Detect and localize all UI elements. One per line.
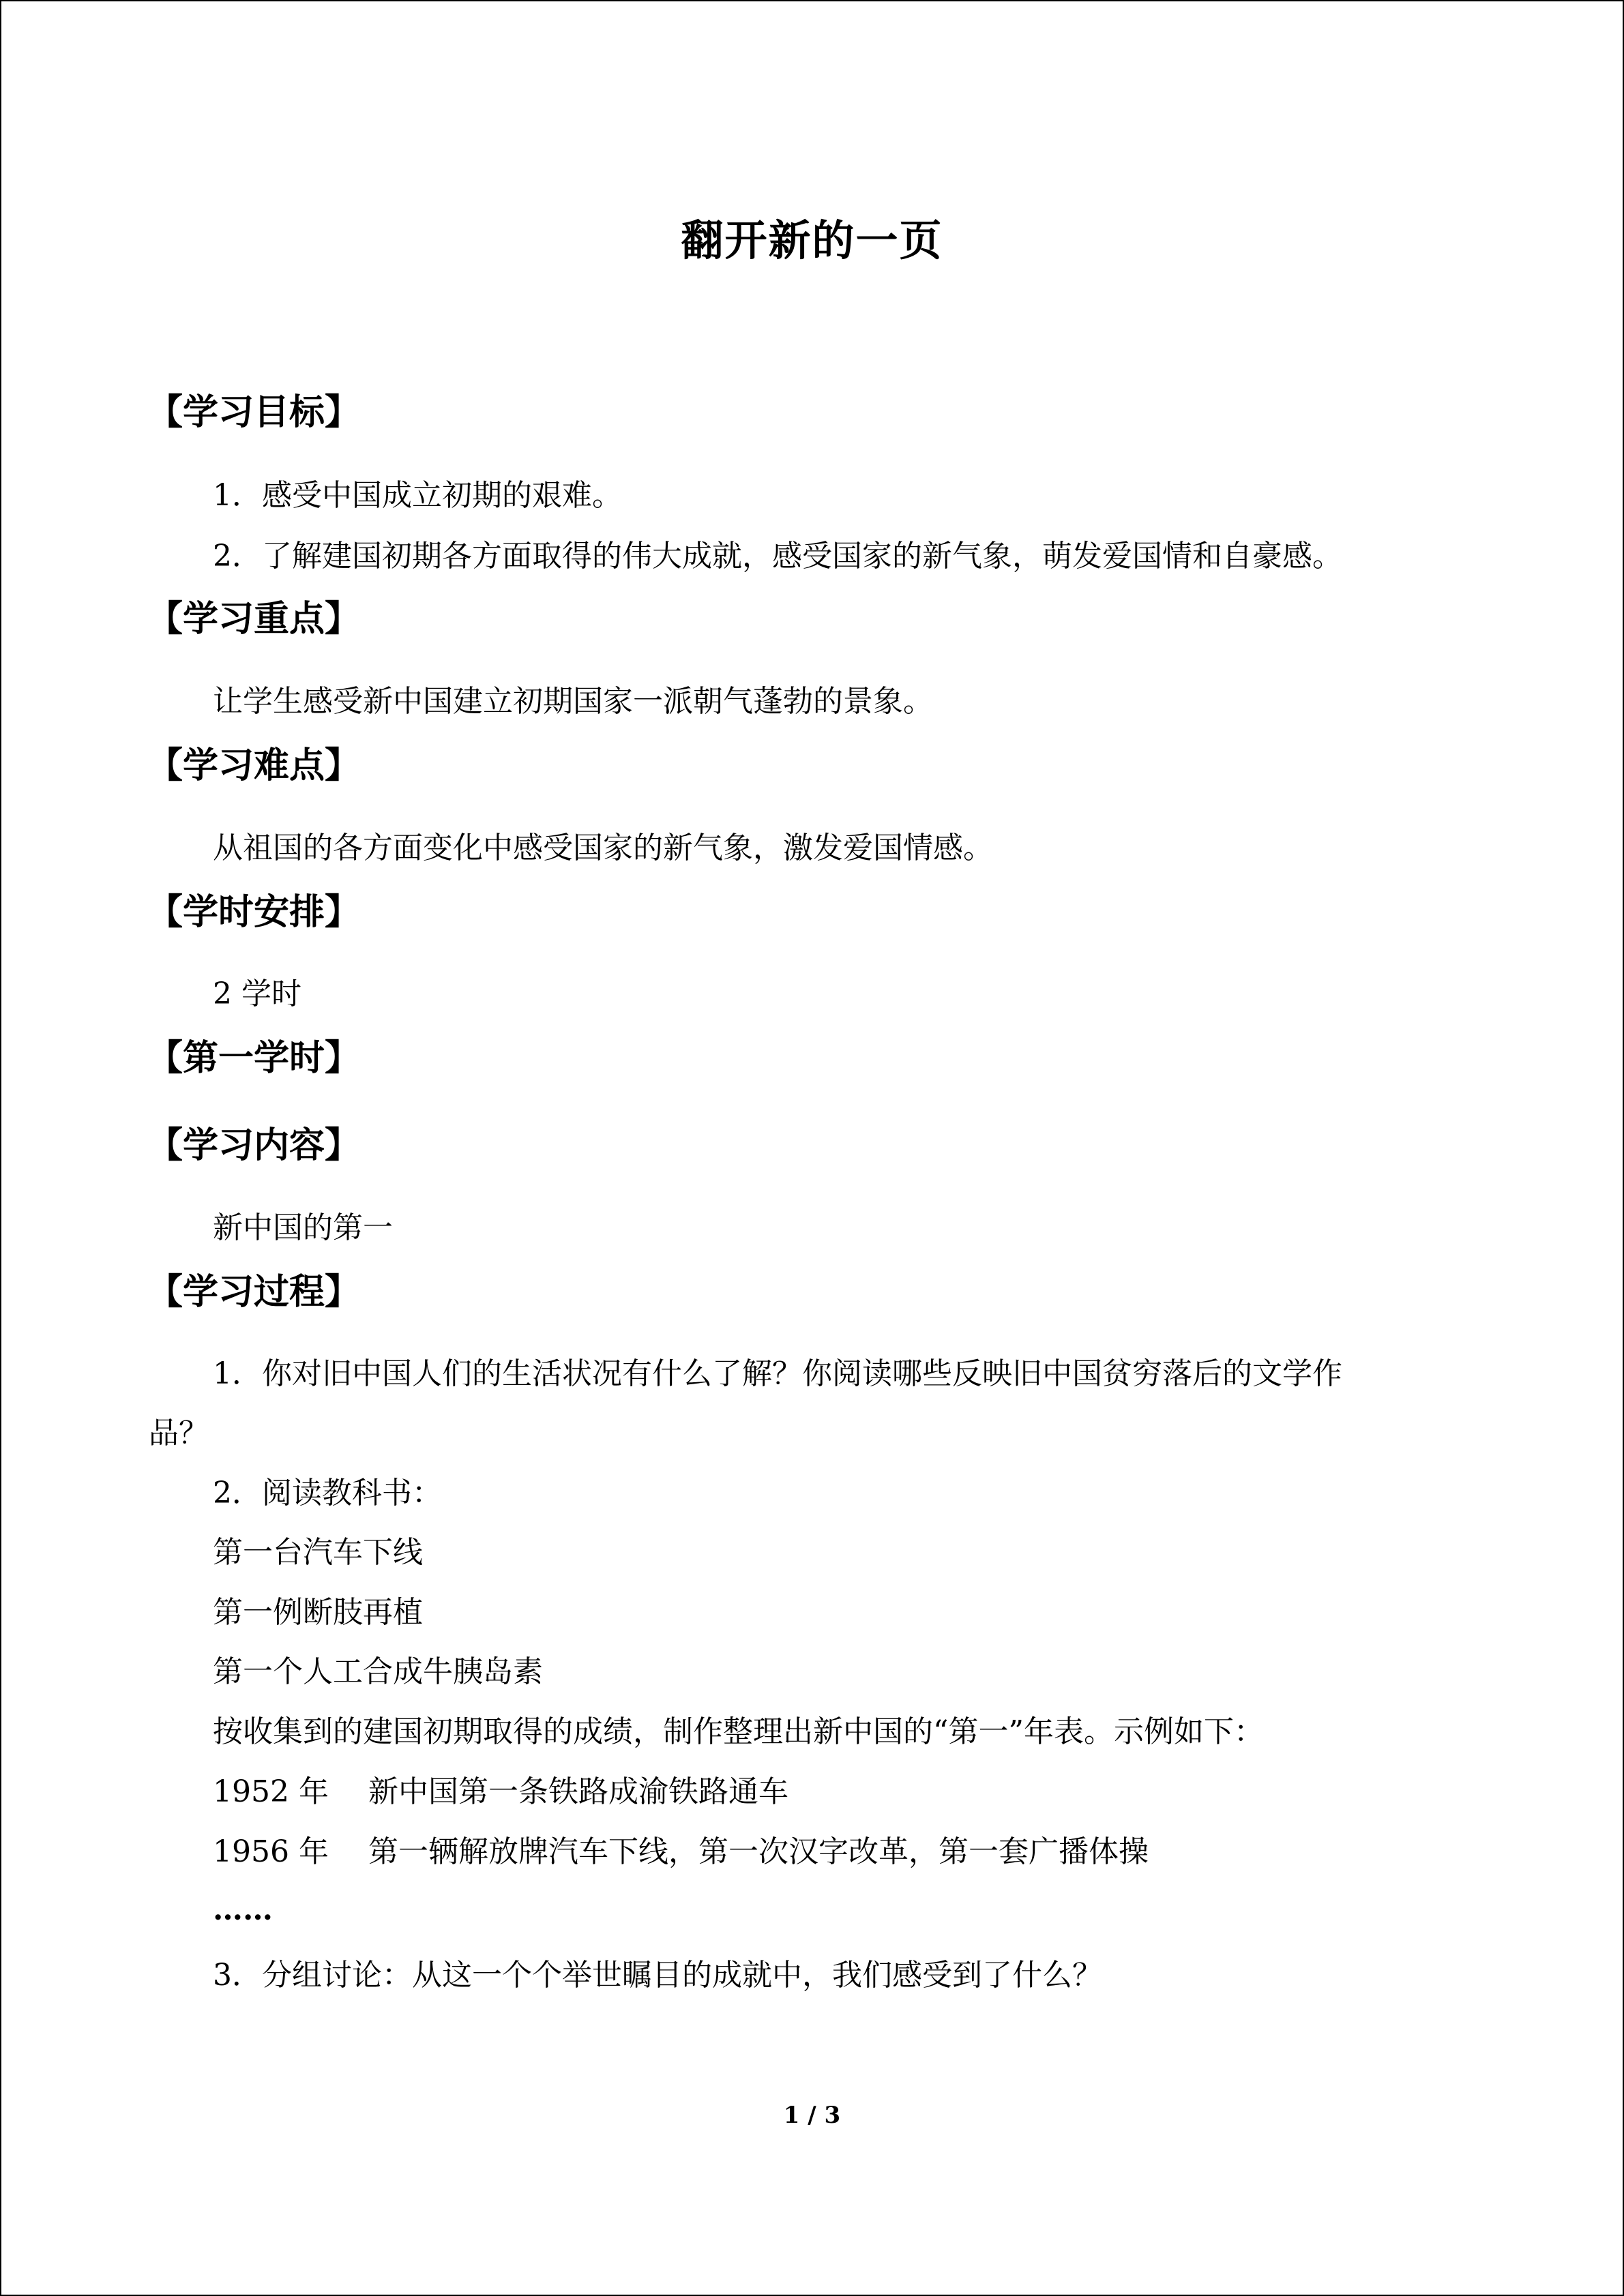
list-item: 第一台汽车下线 [213, 1535, 423, 1570]
heading-learning-goals: 【学习目标】 [147, 392, 361, 433]
timeline-ellipsis: …… [213, 1892, 273, 1927]
heading-content: 【学习内容】 [147, 1125, 361, 1166]
timeline-year: 1952 年 [213, 1774, 329, 1809]
process-question-1-line-2: 品？ [149, 1416, 209, 1450]
heading-key-points: 【学习重点】 [147, 599, 361, 640]
goal-item-2: 2．了解建国初期各方面取得的伟大成就，感受国家的新气象，萌发爱国情和自豪感。 [213, 539, 1342, 573]
timeline-row [213, 1831, 1149, 1873]
schedule-text: 2 学时 [213, 976, 301, 1011]
heading-schedule: 【学时安排】 [147, 892, 361, 933]
process-question-3: 3．分组讨论：从这一个个举世瞩目的成就中，我们感受到了什么？ [213, 1958, 1102, 1993]
document-title: 翻开新的一页 [681, 215, 943, 265]
timeline-row [213, 1771, 788, 1813]
process-question-2: 2．阅读教科书： [213, 1476, 442, 1510]
difficulties-text: 从祖国的各方面变化中感受国家的新气象，激发爱国情感。 [213, 831, 993, 865]
list-item: 第一个人工合成牛胰岛素 [213, 1654, 543, 1689]
content-text: 新中国的第一 [213, 1210, 393, 1245]
goal-item-1: 1．感受中国成立初期的艰难。 [213, 478, 622, 513]
timeline-instruction: 按收集到的建国初期取得的成绩，制作整理出新中国的“第一”年表。示例如下： [213, 1714, 1264, 1749]
list-item: 第一例断肢再植 [213, 1595, 423, 1630]
heading-first-period: 【第一学时】 [147, 1038, 361, 1079]
process-question-1-line-1: 1．你对旧中国人们的生活状况有什么了解？你阅读哪些反映旧中国贫穷落后的文学作 [213, 1356, 1342, 1391]
heading-process: 【学习过程】 [147, 1272, 361, 1313]
heading-difficulties: 【学习难点】 [147, 745, 361, 786]
timeline-event: 新中国第一条铁路成渝铁路通车 [368, 1774, 788, 1809]
page-number: 1 / 3 [783, 2102, 841, 2129]
key-points-text: 让学生感受新中国建立初期国家一派朝气蓬勃的景象。 [213, 684, 933, 719]
timeline-year: 1956 年 [213, 1834, 329, 1869]
timeline-event: 第一辆解放牌汽车下线，第一次汉字改革，第一套广播体操 [368, 1834, 1149, 1869]
